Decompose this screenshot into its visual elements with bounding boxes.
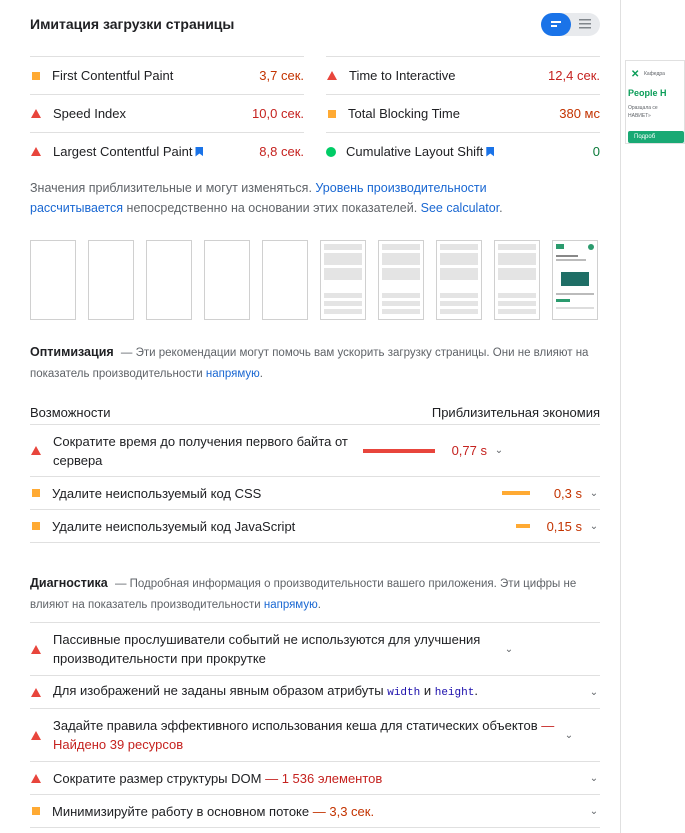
note-text: . bbox=[499, 201, 503, 215]
topbar bbox=[30, 0, 600, 48]
toggle-list-view[interactable] bbox=[571, 13, 601, 36]
chevron-down-icon[interactable]: ⌄ bbox=[589, 520, 599, 532]
close-x-icon: ✕ bbox=[631, 69, 640, 80]
diagnostic-text bbox=[53, 716, 563, 754]
diagnostics-description: Подробная информация о производительности вашего приложения. Эти цифры не влияют на показатель производительности bbox=[30, 578, 577, 611]
savings-bar bbox=[502, 491, 530, 495]
fail-triangle-icon bbox=[31, 688, 41, 697]
metric-value: 3,7 сек. bbox=[259, 68, 304, 83]
diagnostic-text-part: и bbox=[420, 683, 435, 698]
diagnostic-text-part: Минимизируйте работу в основном потоке bbox=[52, 803, 313, 819]
side-panel bbox=[620, 0, 667, 833]
bookmark-icon[interactable] bbox=[195, 147, 203, 157]
savings-bar bbox=[363, 449, 435, 453]
filmstrip-frame bbox=[88, 240, 134, 320]
opportunity-row[interactable] bbox=[30, 510, 600, 543]
note-text: Значения приблизительные и могут изменяться. bbox=[30, 181, 316, 195]
metrics-note bbox=[30, 178, 600, 218]
fail-triangle-icon bbox=[31, 774, 41, 783]
diagnostic-text-part: . bbox=[474, 683, 478, 698]
diagnostic-text-part: Задайте правила эффективного использования кеша для статических объектов bbox=[53, 718, 542, 733]
metric-label: Cumulative Layout Shift bbox=[346, 144, 484, 159]
opportunity-row[interactable] bbox=[30, 477, 600, 510]
diagnostic-extra: — 1 536 элементов bbox=[265, 770, 383, 786]
optimization-description: Эти рекомендации могут помочь вам ускорить загрузку страницы. Они не влияют на показатель производительности bbox=[30, 347, 589, 380]
metric-tbt bbox=[326, 94, 600, 132]
fail-triangle-icon bbox=[327, 71, 337, 80]
average-square-icon bbox=[32, 522, 40, 530]
filmstrip-frame bbox=[204, 240, 250, 320]
col-estimated-savings: Приблизительная экономия bbox=[431, 405, 600, 420]
period: . bbox=[317, 599, 321, 611]
chevron-down-icon[interactable]: ⌄ bbox=[589, 772, 599, 784]
fail-triangle-icon bbox=[31, 731, 41, 740]
fail-triangle-icon bbox=[31, 446, 41, 455]
average-square-icon bbox=[328, 110, 336, 118]
filmstrip-frame bbox=[494, 240, 540, 320]
filmstrip-frame bbox=[262, 240, 308, 320]
chevron-down-icon[interactable]: ⌄ bbox=[589, 805, 599, 817]
diagnostic-text bbox=[52, 802, 588, 821]
diagnostics-title: Диагностика bbox=[30, 576, 108, 590]
filmstrip-frame bbox=[146, 240, 192, 320]
fail-triangle-icon bbox=[31, 645, 41, 654]
metric-tti bbox=[326, 56, 600, 94]
side-line3: Оразцала се bbox=[628, 105, 658, 111]
optimization-title: Оптимизация bbox=[30, 345, 114, 359]
average-square-icon bbox=[32, 489, 40, 497]
diagnostic-text: Пассивные прослушиватели событий не используются для улучшения производительности при прокрутке bbox=[53, 632, 481, 666]
main-content bbox=[30, 0, 600, 828]
code-width: width bbox=[387, 687, 421, 699]
metrics-grid bbox=[30, 56, 600, 170]
diagnostics-header bbox=[30, 573, 600, 616]
directly-link[interactable]: напрямую bbox=[205, 368, 260, 380]
diagnostic-extra: — Найдено 39 ресурсов bbox=[53, 718, 555, 752]
period: . bbox=[259, 368, 263, 380]
filmstrip-frame bbox=[320, 240, 366, 320]
diagnostic-row[interactable] bbox=[30, 762, 600, 795]
calculator-link[interactable]: See calculator bbox=[420, 201, 500, 215]
average-square-icon bbox=[32, 72, 40, 80]
calculated-link[interactable]: рассчитывается bbox=[30, 201, 124, 215]
chevron-down-icon[interactable]: ⌄ bbox=[504, 643, 514, 655]
toggle-summary-view[interactable] bbox=[541, 13, 571, 36]
diagnostic-text bbox=[53, 681, 588, 703]
chevron-down-icon[interactable]: ⌄ bbox=[589, 686, 599, 698]
diagnostic-text-part: Для изображений не заданы явным образом атрибуты bbox=[53, 683, 388, 698]
savings-value: 0,77 s bbox=[451, 443, 487, 458]
bookmark-icon[interactable] bbox=[486, 147, 494, 157]
side-details-button[interactable]: Подроб bbox=[628, 131, 684, 143]
savings-value: 0,15 s bbox=[546, 518, 582, 534]
diagnostic-row[interactable] bbox=[30, 676, 600, 709]
fail-triangle-icon bbox=[31, 109, 41, 118]
side-line2: People H bbox=[628, 88, 667, 98]
performance-score-link[interactable]: Уровень производительности bbox=[315, 181, 487, 195]
metric-lcp bbox=[30, 132, 304, 170]
diagnostic-row[interactable] bbox=[30, 623, 600, 676]
chevron-down-icon[interactable]: ⌄ bbox=[564, 729, 574, 741]
filmstrip-frame bbox=[436, 240, 482, 320]
diagnostic-extra: — 3,3 сек. bbox=[312, 803, 375, 819]
savings-bar bbox=[516, 524, 530, 528]
chevron-down-icon[interactable]: ⌄ bbox=[589, 487, 599, 499]
metric-label: Speed Index bbox=[53, 106, 127, 121]
view-toggle[interactable] bbox=[541, 13, 600, 36]
average-square-icon bbox=[32, 807, 40, 815]
metric-fcp bbox=[30, 56, 304, 94]
metric-speed-index bbox=[30, 94, 304, 132]
metric-value: 12,4 сек. bbox=[548, 68, 600, 83]
side-preview-card bbox=[625, 60, 685, 144]
filmstrip-frame bbox=[30, 240, 76, 320]
chevron-down-icon[interactable]: ⌄ bbox=[494, 445, 504, 456]
fail-triangle-icon bbox=[31, 147, 41, 156]
metric-value: 0 bbox=[592, 144, 600, 159]
diagnostic-text-part: Сократите размер структуры DOM bbox=[53, 770, 266, 786]
opportunity-text: Сократите время до получения первого байта от сервера bbox=[53, 433, 348, 468]
page-title: Имитация загрузки страницы bbox=[30, 16, 235, 32]
diagnostic-row[interactable] bbox=[30, 795, 600, 828]
opportunity-row[interactable] bbox=[30, 425, 600, 477]
metric-label: Largest Contentful Paint bbox=[53, 144, 193, 159]
side-line4: НАВИЕТ» bbox=[628, 113, 651, 119]
pass-circle-icon bbox=[326, 147, 336, 157]
list-view-icon bbox=[578, 19, 592, 29]
separator-dash: — bbox=[120, 347, 133, 359]
side-line1: Кафедра bbox=[644, 71, 665, 77]
separator-dash: — bbox=[114, 578, 127, 590]
filmstrip-frame-final bbox=[552, 240, 598, 320]
diagnostic-row[interactable] bbox=[30, 709, 600, 762]
metric-cls bbox=[326, 132, 600, 170]
metric-label: Time to Interactive bbox=[349, 68, 456, 83]
directly-link[interactable]: напрямую bbox=[263, 599, 318, 611]
savings-value: 0,3 s bbox=[553, 485, 582, 501]
opportunity-text: Удалите неиспользуемый код JavaScript bbox=[52, 518, 296, 534]
metric-value: 10,0 сек. bbox=[252, 106, 304, 121]
col-opportunities: Возможности bbox=[30, 405, 111, 420]
metric-value: 380 мс bbox=[559, 106, 600, 121]
metric-label: First Contentful Paint bbox=[52, 68, 174, 83]
diagnostic-text bbox=[53, 769, 588, 788]
code-height: height bbox=[434, 687, 475, 699]
note-text: непосредственно на основании этих показателей. bbox=[123, 201, 421, 215]
opportunities-column-header bbox=[30, 401, 600, 425]
filmstrip-frame bbox=[378, 240, 424, 320]
opportunity-text: Удалите неиспользуемый код CSS bbox=[52, 485, 262, 501]
summary-view-icon bbox=[549, 19, 563, 29]
filmstrip bbox=[30, 240, 600, 320]
optimization-header bbox=[30, 342, 600, 385]
metric-value: 8,8 сек. bbox=[259, 144, 304, 159]
metric-label: Total Blocking Time bbox=[348, 106, 460, 121]
